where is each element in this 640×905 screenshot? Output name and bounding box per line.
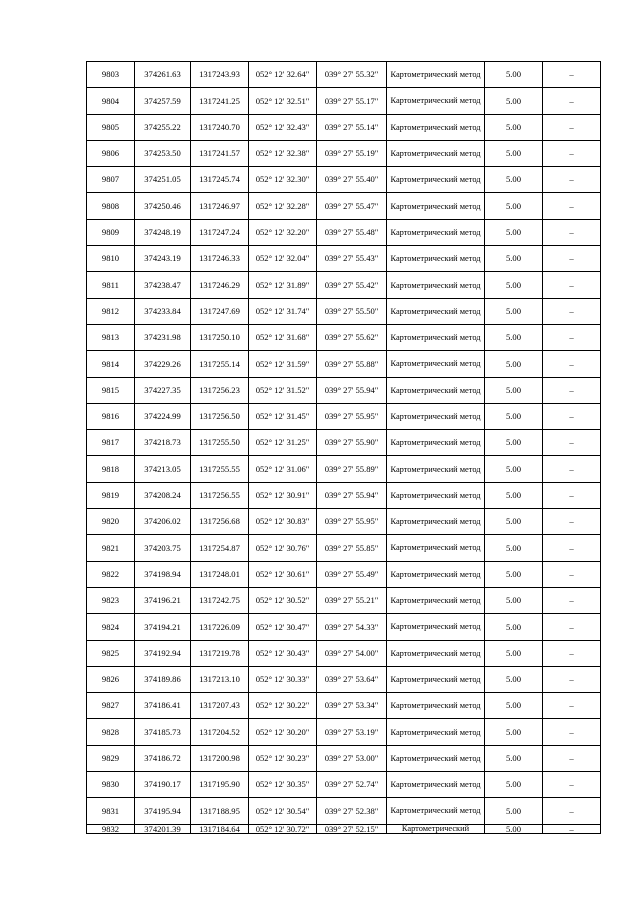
point-number-cell: 9818: [87, 456, 135, 482]
accuracy-cell: 5.00: [485, 430, 543, 456]
longitude-cell: 039° 27' 55.94": [317, 482, 387, 508]
accuracy-cell: 5.00: [485, 246, 543, 272]
note-cell: –: [543, 798, 601, 824]
longitude-cell: 039° 27' 55.94": [317, 377, 387, 403]
y-coordinate-cell: 1317219.78: [191, 640, 249, 666]
method-cell: Картометрический метод: [387, 324, 485, 350]
accuracy-cell: 5.00: [485, 324, 543, 350]
table-row: [87, 430, 601, 456]
table-row: [87, 640, 601, 666]
longitude-cell: 039° 27' 55.21": [317, 587, 387, 613]
x-coordinate-cell: 374194.21: [135, 614, 191, 640]
note-cell: –: [543, 298, 601, 324]
x-coordinate-cell: 374231.98: [135, 324, 191, 350]
method-cell: Картометрический метод: [387, 298, 485, 324]
accuracy-cell: 5.00: [485, 140, 543, 166]
point-number-cell: 9811: [87, 272, 135, 298]
table-row: [87, 114, 601, 140]
x-coordinate-cell: 374186.41: [135, 693, 191, 719]
point-number-cell: 9805: [87, 114, 135, 140]
point-number-cell: 9815: [87, 377, 135, 403]
method-cell: Картометрический метод: [387, 193, 485, 219]
point-number-cell: 9826: [87, 666, 135, 692]
accuracy-cell: 5.00: [485, 193, 543, 219]
y-coordinate-cell: 1317241.25: [191, 88, 249, 114]
y-coordinate-cell: 1317226.09: [191, 614, 249, 640]
accuracy-cell: 5.00: [485, 587, 543, 613]
longitude-cell: 039° 27' 55.48": [317, 219, 387, 245]
method-cell: Картометрический метод: [387, 456, 485, 482]
x-coordinate-cell: 374248.19: [135, 219, 191, 245]
x-coordinate-cell: 374243.19: [135, 246, 191, 272]
y-coordinate-cell: 1317242.75: [191, 587, 249, 613]
point-number-cell: 9813: [87, 324, 135, 350]
point-number-cell: 9808: [87, 193, 135, 219]
latitude-cell: 052° 12' 32.38": [249, 140, 317, 166]
y-coordinate-cell: 1317213.10: [191, 666, 249, 692]
table-row: [87, 587, 601, 613]
longitude-cell: 039° 27' 55.50": [317, 298, 387, 324]
latitude-cell: 052° 12' 30.52": [249, 587, 317, 613]
point-number-cell: 9809: [87, 219, 135, 245]
latitude-cell: 052° 12' 32.64": [249, 62, 317, 88]
point-number-cell: 9831: [87, 798, 135, 824]
x-coordinate-cell: 374253.50: [135, 140, 191, 166]
method-cell: Картометрический метод: [387, 167, 485, 193]
point-number-cell: 9829: [87, 745, 135, 771]
table-row: [87, 246, 601, 272]
accuracy-cell: 5.00: [485, 772, 543, 798]
table-row: [87, 167, 601, 193]
point-number-cell: 9825: [87, 640, 135, 666]
y-coordinate-cell: 1317256.23: [191, 377, 249, 403]
method-cell: Картометрический: [387, 824, 485, 833]
y-coordinate-cell: 1317245.74: [191, 167, 249, 193]
method-cell: Картометрический метод: [387, 114, 485, 140]
accuracy-cell: 5.00: [485, 614, 543, 640]
method-cell: Картометрический метод: [387, 430, 485, 456]
point-number-cell: 9819: [87, 482, 135, 508]
x-coordinate-cell: 374196.21: [135, 587, 191, 613]
method-cell: Картометрический метод: [387, 745, 485, 771]
table-row: [87, 193, 601, 219]
x-coordinate-cell: 374218.73: [135, 430, 191, 456]
method-cell: Картометрический метод: [387, 403, 485, 429]
note-cell: –: [543, 587, 601, 613]
method-cell: Картометрический метод: [387, 219, 485, 245]
table-row: [87, 719, 601, 745]
note-cell: –: [543, 456, 601, 482]
accuracy-cell: 5.00: [485, 377, 543, 403]
accuracy-cell: 5.00: [485, 640, 543, 666]
note-cell: –: [543, 640, 601, 666]
table-row: [87, 798, 601, 824]
coordinates-table: [86, 61, 601, 834]
point-number-cell: 9817: [87, 430, 135, 456]
point-number-cell: 9823: [87, 587, 135, 613]
longitude-cell: 039° 27' 55.32": [317, 62, 387, 88]
y-coordinate-cell: 1317256.50: [191, 403, 249, 429]
latitude-cell: 052° 12' 30.33": [249, 666, 317, 692]
longitude-cell: 039° 27' 52.15": [317, 824, 387, 833]
longitude-cell: 039° 27' 55.19": [317, 140, 387, 166]
x-coordinate-cell: 374255.22: [135, 114, 191, 140]
method-cell: Картометрический метод: [387, 509, 485, 535]
y-coordinate-cell: 1317188.95: [191, 798, 249, 824]
table-row: [87, 298, 601, 324]
y-coordinate-cell: 1317248.01: [191, 561, 249, 587]
note-cell: –: [543, 666, 601, 692]
method-cell: Картометрический метод: [387, 535, 485, 561]
method-cell: Картометрический метод: [387, 693, 485, 719]
longitude-cell: 039° 27' 52.74": [317, 772, 387, 798]
x-coordinate-cell: 374192.94: [135, 640, 191, 666]
note-cell: –: [543, 219, 601, 245]
longitude-cell: 039° 27' 55.95": [317, 403, 387, 429]
table-row: [87, 509, 601, 535]
latitude-cell: 052° 12' 32.51": [249, 88, 317, 114]
method-cell: Картометрический метод: [387, 561, 485, 587]
longitude-cell: 039° 27' 55.40": [317, 167, 387, 193]
y-coordinate-cell: 1317240.70: [191, 114, 249, 140]
y-coordinate-cell: 1317250.10: [191, 324, 249, 350]
point-number-cell: 9812: [87, 298, 135, 324]
x-coordinate-cell: 374185.73: [135, 719, 191, 745]
x-coordinate-cell: 374198.94: [135, 561, 191, 587]
note-cell: –: [543, 167, 601, 193]
table-row: [87, 693, 601, 719]
y-coordinate-cell: 1317207.43: [191, 693, 249, 719]
table-row: [87, 377, 601, 403]
point-number-cell: 9828: [87, 719, 135, 745]
x-coordinate-cell: 374251.05: [135, 167, 191, 193]
longitude-cell: 039° 27' 55.90": [317, 430, 387, 456]
point-number-cell: 9804: [87, 88, 135, 114]
note-cell: –: [543, 246, 601, 272]
latitude-cell: 052° 12' 32.43": [249, 114, 317, 140]
latitude-cell: 052° 12' 30.22": [249, 693, 317, 719]
accuracy-cell: 5.00: [485, 219, 543, 245]
note-cell: –: [543, 403, 601, 429]
latitude-cell: 052° 12' 30.20": [249, 719, 317, 745]
table-row: [87, 272, 601, 298]
y-coordinate-cell: 1317255.14: [191, 351, 249, 377]
y-coordinate-cell: 1317254.87: [191, 535, 249, 561]
latitude-cell: 052° 12' 30.23": [249, 745, 317, 771]
latitude-cell: 052° 12' 31.45": [249, 403, 317, 429]
longitude-cell: 039° 27' 54.33": [317, 614, 387, 640]
longitude-cell: 039° 27' 53.00": [317, 745, 387, 771]
longitude-cell: 039° 27' 55.14": [317, 114, 387, 140]
latitude-cell: 052° 12' 30.91": [249, 482, 317, 508]
y-coordinate-cell: 1317247.69: [191, 298, 249, 324]
method-cell: Картометрический метод: [387, 246, 485, 272]
latitude-cell: 052° 12' 30.61": [249, 561, 317, 587]
latitude-cell: 052° 12' 31.59": [249, 351, 317, 377]
latitude-cell: 052° 12' 30.72": [249, 824, 317, 833]
x-coordinate-cell: 374206.02: [135, 509, 191, 535]
note-cell: –: [543, 193, 601, 219]
point-number-cell: 9803: [87, 62, 135, 88]
y-coordinate-cell: 1317246.29: [191, 272, 249, 298]
x-coordinate-cell: 374186.72: [135, 745, 191, 771]
x-coordinate-cell: 374224.99: [135, 403, 191, 429]
note-cell: –: [543, 482, 601, 508]
accuracy-cell: 5.00: [485, 693, 543, 719]
method-cell: Картометрический метод: [387, 482, 485, 508]
latitude-cell: 052° 12' 30.43": [249, 640, 317, 666]
accuracy-cell: 5.00: [485, 509, 543, 535]
method-cell: Картометрический метод: [387, 62, 485, 88]
method-cell: Картометрический метод: [387, 377, 485, 403]
x-coordinate-cell: 374238.47: [135, 272, 191, 298]
note-cell: –: [543, 719, 601, 745]
accuracy-cell: 5.00: [485, 824, 543, 833]
note-cell: –: [543, 377, 601, 403]
accuracy-cell: 5.00: [485, 88, 543, 114]
point-number-cell: 9832: [87, 824, 135, 833]
point-number-cell: 9810: [87, 246, 135, 272]
table-body: [87, 62, 601, 834]
latitude-cell: 052° 12' 30.83": [249, 509, 317, 535]
table-row: [87, 535, 601, 561]
y-coordinate-cell: 1317255.50: [191, 430, 249, 456]
latitude-cell: 052° 12' 32.04": [249, 246, 317, 272]
x-coordinate-cell: 374208.24: [135, 482, 191, 508]
method-cell: Картометрический метод: [387, 351, 485, 377]
longitude-cell: 039° 27' 54.00": [317, 640, 387, 666]
table-row: [87, 456, 601, 482]
method-cell: Картометрический метод: [387, 666, 485, 692]
accuracy-cell: 5.00: [485, 114, 543, 140]
point-number-cell: 9816: [87, 403, 135, 429]
y-coordinate-cell: 1317246.97: [191, 193, 249, 219]
method-cell: Картометрический метод: [387, 272, 485, 298]
point-number-cell: 9830: [87, 772, 135, 798]
table-row: [87, 403, 601, 429]
method-cell: Картометрический метод: [387, 719, 485, 745]
accuracy-cell: 5.00: [485, 62, 543, 88]
note-cell: –: [543, 561, 601, 587]
method-cell: Картометрический метод: [387, 140, 485, 166]
y-coordinate-cell: 1317184.64: [191, 824, 249, 833]
y-coordinate-cell: 1317200.98: [191, 745, 249, 771]
longitude-cell: 039° 27' 55.88": [317, 351, 387, 377]
table-row: [87, 745, 601, 771]
accuracy-cell: 5.00: [485, 272, 543, 298]
note-cell: –: [543, 62, 601, 88]
latitude-cell: 052° 12' 32.28": [249, 193, 317, 219]
longitude-cell: 039° 27' 53.34": [317, 693, 387, 719]
latitude-cell: 052° 12' 31.06": [249, 456, 317, 482]
latitude-cell: 052° 12' 31.68": [249, 324, 317, 350]
method-cell: Картометрический метод: [387, 640, 485, 666]
table-row: [87, 561, 601, 587]
method-cell: Картометрический метод: [387, 772, 485, 798]
point-number-cell: 9806: [87, 140, 135, 166]
longitude-cell: 039° 27' 55.62": [317, 324, 387, 350]
note-cell: –: [543, 535, 601, 561]
longitude-cell: 039° 27' 52.38": [317, 798, 387, 824]
accuracy-cell: 5.00: [485, 167, 543, 193]
latitude-cell: 052° 12' 31.52": [249, 377, 317, 403]
latitude-cell: 052° 12' 30.76": [249, 535, 317, 561]
table-row: [87, 824, 601, 833]
x-coordinate-cell: 374257.59: [135, 88, 191, 114]
longitude-cell: 039° 27' 55.47": [317, 193, 387, 219]
x-coordinate-cell: 374227.35: [135, 377, 191, 403]
y-coordinate-cell: 1317255.55: [191, 456, 249, 482]
longitude-cell: 039° 27' 55.17": [317, 88, 387, 114]
note-cell: –: [543, 824, 601, 833]
note-cell: –: [543, 430, 601, 456]
latitude-cell: 052° 12' 31.25": [249, 430, 317, 456]
x-coordinate-cell: 374189.86: [135, 666, 191, 692]
y-coordinate-cell: 1317195.90: [191, 772, 249, 798]
point-number-cell: 9822: [87, 561, 135, 587]
note-cell: –: [543, 509, 601, 535]
note-cell: –: [543, 272, 601, 298]
x-coordinate-cell: 374201.39: [135, 824, 191, 833]
latitude-cell: 052° 12' 31.74": [249, 298, 317, 324]
longitude-cell: 039° 27' 55.49": [317, 561, 387, 587]
note-cell: –: [543, 745, 601, 771]
y-coordinate-cell: 1317243.93: [191, 62, 249, 88]
x-coordinate-cell: 374229.26: [135, 351, 191, 377]
note-cell: –: [543, 114, 601, 140]
method-cell: Картометрический метод: [387, 614, 485, 640]
y-coordinate-cell: 1317246.33: [191, 246, 249, 272]
point-number-cell: 9821: [87, 535, 135, 561]
table-row: [87, 614, 601, 640]
longitude-cell: 039° 27' 55.89": [317, 456, 387, 482]
note-cell: –: [543, 140, 601, 166]
point-number-cell: 9820: [87, 509, 135, 535]
x-coordinate-cell: 374261.63: [135, 62, 191, 88]
y-coordinate-cell: 1317256.68: [191, 509, 249, 535]
point-number-cell: 9807: [87, 167, 135, 193]
latitude-cell: 052° 12' 30.47": [249, 614, 317, 640]
table-row: [87, 666, 601, 692]
accuracy-cell: 5.00: [485, 403, 543, 429]
latitude-cell: 052° 12' 32.30": [249, 167, 317, 193]
x-coordinate-cell: 374250.46: [135, 193, 191, 219]
note-cell: –: [543, 88, 601, 114]
method-cell: Картометрический метод: [387, 798, 485, 824]
longitude-cell: 039° 27' 55.85": [317, 535, 387, 561]
note-cell: –: [543, 772, 601, 798]
accuracy-cell: 5.00: [485, 535, 543, 561]
accuracy-cell: 5.00: [485, 561, 543, 587]
table-row: [87, 351, 601, 377]
accuracy-cell: 5.00: [485, 482, 543, 508]
method-cell: Картометрический метод: [387, 88, 485, 114]
longitude-cell: 039° 27' 55.43": [317, 246, 387, 272]
x-coordinate-cell: 374195.94: [135, 798, 191, 824]
note-cell: –: [543, 614, 601, 640]
y-coordinate-cell: 1317256.55: [191, 482, 249, 508]
x-coordinate-cell: 374233.84: [135, 298, 191, 324]
accuracy-cell: 5.00: [485, 798, 543, 824]
y-coordinate-cell: 1317247.24: [191, 219, 249, 245]
accuracy-cell: 5.00: [485, 298, 543, 324]
note-cell: –: [543, 351, 601, 377]
method-cell: Картометрический метод: [387, 587, 485, 613]
accuracy-cell: 5.00: [485, 666, 543, 692]
longitude-cell: 039° 27' 53.19": [317, 719, 387, 745]
longitude-cell: 039° 27' 55.42": [317, 272, 387, 298]
accuracy-cell: 5.00: [485, 351, 543, 377]
latitude-cell: 052° 12' 30.35": [249, 772, 317, 798]
point-number-cell: 9814: [87, 351, 135, 377]
table-row: [87, 772, 601, 798]
note-cell: –: [543, 693, 601, 719]
x-coordinate-cell: 374213.05: [135, 456, 191, 482]
latitude-cell: 052° 12' 30.54": [249, 798, 317, 824]
longitude-cell: 039° 27' 55.95": [317, 509, 387, 535]
table-row: [87, 219, 601, 245]
accuracy-cell: 5.00: [485, 745, 543, 771]
accuracy-cell: 5.00: [485, 719, 543, 745]
longitude-cell: 039° 27' 53.64": [317, 666, 387, 692]
table-row: [87, 140, 601, 166]
y-coordinate-cell: 1317241.57: [191, 140, 249, 166]
table-row: [87, 88, 601, 114]
accuracy-cell: 5.00: [485, 456, 543, 482]
table-row: [87, 62, 601, 88]
x-coordinate-cell: 374203.75: [135, 535, 191, 561]
latitude-cell: 052° 12' 32.20": [249, 219, 317, 245]
latitude-cell: 052° 12' 31.89": [249, 272, 317, 298]
point-number-cell: 9824: [87, 614, 135, 640]
table-row: [87, 324, 601, 350]
point-number-cell: 9827: [87, 693, 135, 719]
x-coordinate-cell: 374190.17: [135, 772, 191, 798]
table-row: [87, 482, 601, 508]
note-cell: –: [543, 324, 601, 350]
y-coordinate-cell: 1317204.52: [191, 719, 249, 745]
